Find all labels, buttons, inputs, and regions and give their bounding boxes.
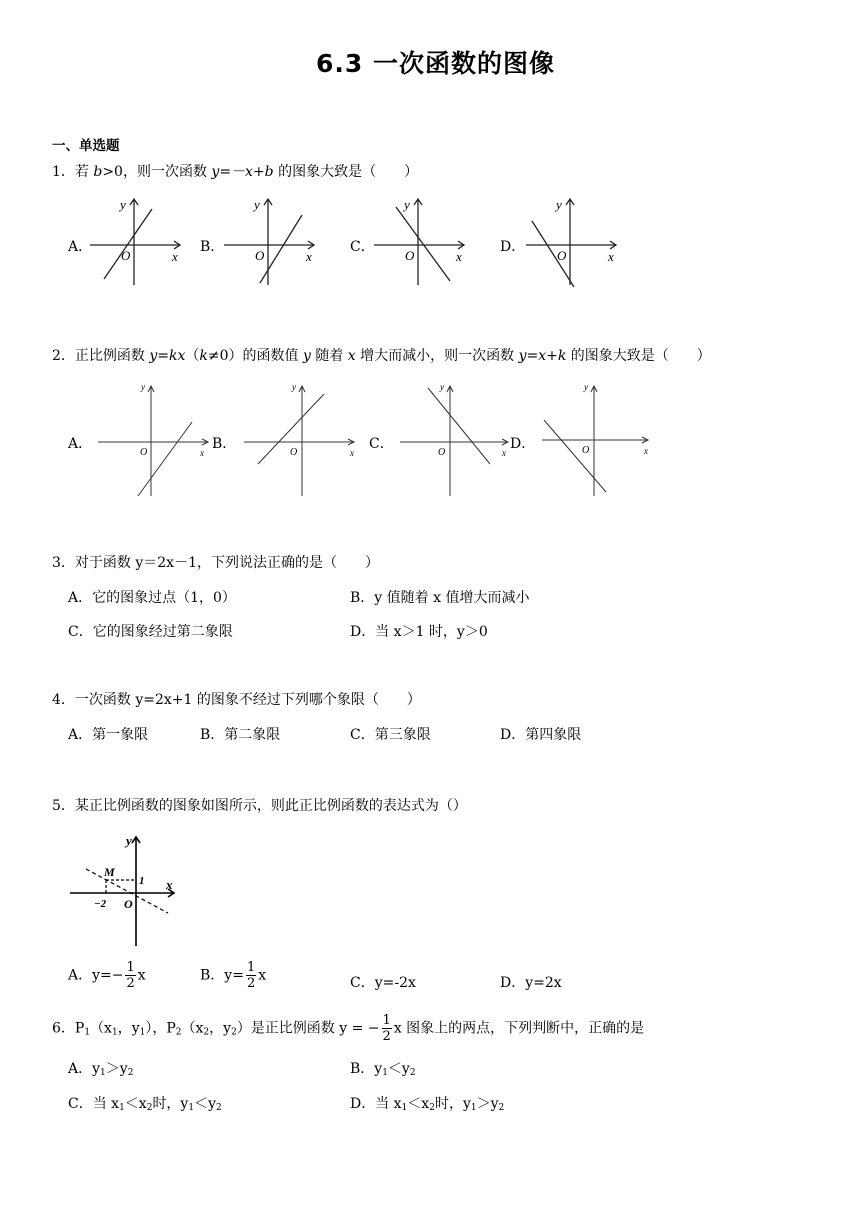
q1d-y-label: y — [556, 197, 562, 212]
q2-graph-b — [242, 380, 362, 500]
q1-option-b-label[interactable]: B． — [200, 239, 225, 255]
q5-option-b[interactable]: B．y= $\frac{1}{2}$ x — [200, 960, 267, 991]
q5-x-label: x — [166, 877, 173, 892]
q1c-origin-label: O — [405, 248, 415, 263]
q3-option-d[interactable]: D．当 x＞1 时，y＞0 — [350, 624, 488, 640]
q1-graph-b — [222, 195, 322, 290]
q6-option-c[interactable]: C．当 $x_1<x_2$时，$y_1<y_2$ — [68, 1096, 222, 1113]
q1-graph-a — [88, 195, 188, 290]
question-1-stem: 1．若 b>0，则一次函数 y=－x+b 的图象大致是（ ） — [52, 164, 419, 180]
q5-option-b-fraction: $\frac{1}{2}$ — [246, 960, 256, 991]
q4-option-b[interactable]: B．第二象限 — [200, 727, 281, 743]
question-3-stem: 3．对于函数 y＝2x－1，下列说法正确的是（ ） — [52, 555, 379, 571]
q2-graph-a — [96, 380, 216, 500]
q5-label-neg2: −2 — [94, 898, 107, 910]
q2-option-d-label[interactable]: D． — [510, 436, 536, 452]
q5-y-label: y — [126, 833, 132, 848]
question-5-stem: 5．某正比例函数的图象如图所示，则此正比例函数的表达式为（） — [52, 798, 467, 814]
q6-option-b[interactable]: B．$y_1<y_2$ — [350, 1061, 416, 1078]
q5-figure — [70, 833, 182, 949]
q4-option-a[interactable]: A．第一象限 — [68, 727, 149, 743]
q3-option-a[interactable]: A．它的图象过点（1，0） — [68, 590, 236, 606]
q1b-origin-label: O — [255, 248, 265, 263]
q1a-origin-label: O — [121, 248, 131, 263]
page-title: 6.3 一次函数的图像 — [316, 49, 555, 78]
q1-option-c-label[interactable]: C． — [350, 239, 375, 255]
q2d-x-label: x — [644, 446, 648, 456]
q6-option-a[interactable]: A．$y_1>y_2$ — [68, 1061, 134, 1078]
q5-point-m: M — [104, 865, 115, 879]
q3-option-c[interactable]: C．它的图象经过第二象限 — [68, 624, 233, 640]
q5-option-a-fraction: $\frac{1}{2}$ — [126, 960, 135, 991]
q1b-y-label: y — [254, 197, 260, 212]
q1-graph-c — [372, 195, 472, 290]
q4-option-d[interactable]: D．第四象限 — [500, 727, 582, 743]
q1b-x-label: x — [306, 249, 312, 264]
q2c-y-label: y — [440, 382, 444, 392]
q6-option-d[interactable]: D．当 $x_1<x_2$时，$y_1>y_2$ — [350, 1096, 505, 1113]
question-4-stem: 4．一次函数 y=2x+1 的图象不经过下列哪个象限（ ） — [52, 692, 421, 708]
q1a-y-label: y — [120, 197, 126, 212]
q4-option-c[interactable]: C．第三象限 — [350, 727, 431, 743]
q1-option-a-label[interactable]: A． — [68, 239, 93, 255]
q2b-origin-label: O — [290, 447, 298, 458]
q1c-x-label: x — [456, 249, 462, 264]
q3-option-b[interactable]: B．y 值随着 x 值增大而减小 — [350, 590, 530, 606]
q2b-y-label: y — [292, 382, 296, 392]
q2c-origin-label: O — [438, 447, 446, 458]
q1c-y-label: y — [404, 197, 410, 212]
q2-graph-d — [540, 380, 660, 500]
q5-label-one: 1 — [139, 875, 145, 887]
q1-graph-d — [524, 195, 624, 290]
q2d-origin-label: O — [582, 445, 590, 456]
q5-option-d[interactable]: D．y=2x — [500, 975, 562, 991]
q2d-y-label: y — [584, 382, 588, 392]
q2c-x-label: x — [502, 448, 506, 458]
q2-option-b-label[interactable]: B． — [212, 436, 237, 452]
question-6-stem: 6．$P_1(x_1$，$y_1$），$P_2(x_2$，$y_2$）是正比例函数 y = − $\frac{1}{2}$ x 图象上的两点，下列判断中，正确的是 — [52, 1013, 645, 1044]
q2b-x-label: x — [350, 448, 354, 458]
q1d-origin-label: O — [557, 248, 567, 263]
q1-option-d-label[interactable]: D． — [500, 239, 526, 255]
q2-graph-c — [398, 380, 518, 500]
q1d-x-label: x — [608, 249, 614, 264]
q5-option-a[interactable]: A．y=− $\frac{1}{2}$ x — [68, 960, 146, 991]
q5-option-c[interactable]: C．y=-2x — [350, 975, 416, 991]
q2-option-a-label[interactable]: A． — [68, 436, 93, 452]
question-2-stem: 2．正比例函数 y=kx（k≠0）的函数值 y 随着 x 增大而减小，则一次函数 y=x+k 的图象大致是（ ） — [52, 348, 711, 364]
q2a-origin-label: O — [140, 447, 148, 458]
q5-origin-label: O — [124, 897, 133, 911]
q1a-x-label: x — [172, 249, 178, 264]
q2-option-c-label[interactable]: C． — [369, 436, 394, 452]
q2a-x-label: x — [200, 448, 204, 458]
q6-fraction: $\frac{1}{2}$ — [382, 1013, 391, 1044]
section-heading: 一、单选题 — [52, 138, 120, 154]
q2a-y-label: y — [141, 382, 145, 392]
